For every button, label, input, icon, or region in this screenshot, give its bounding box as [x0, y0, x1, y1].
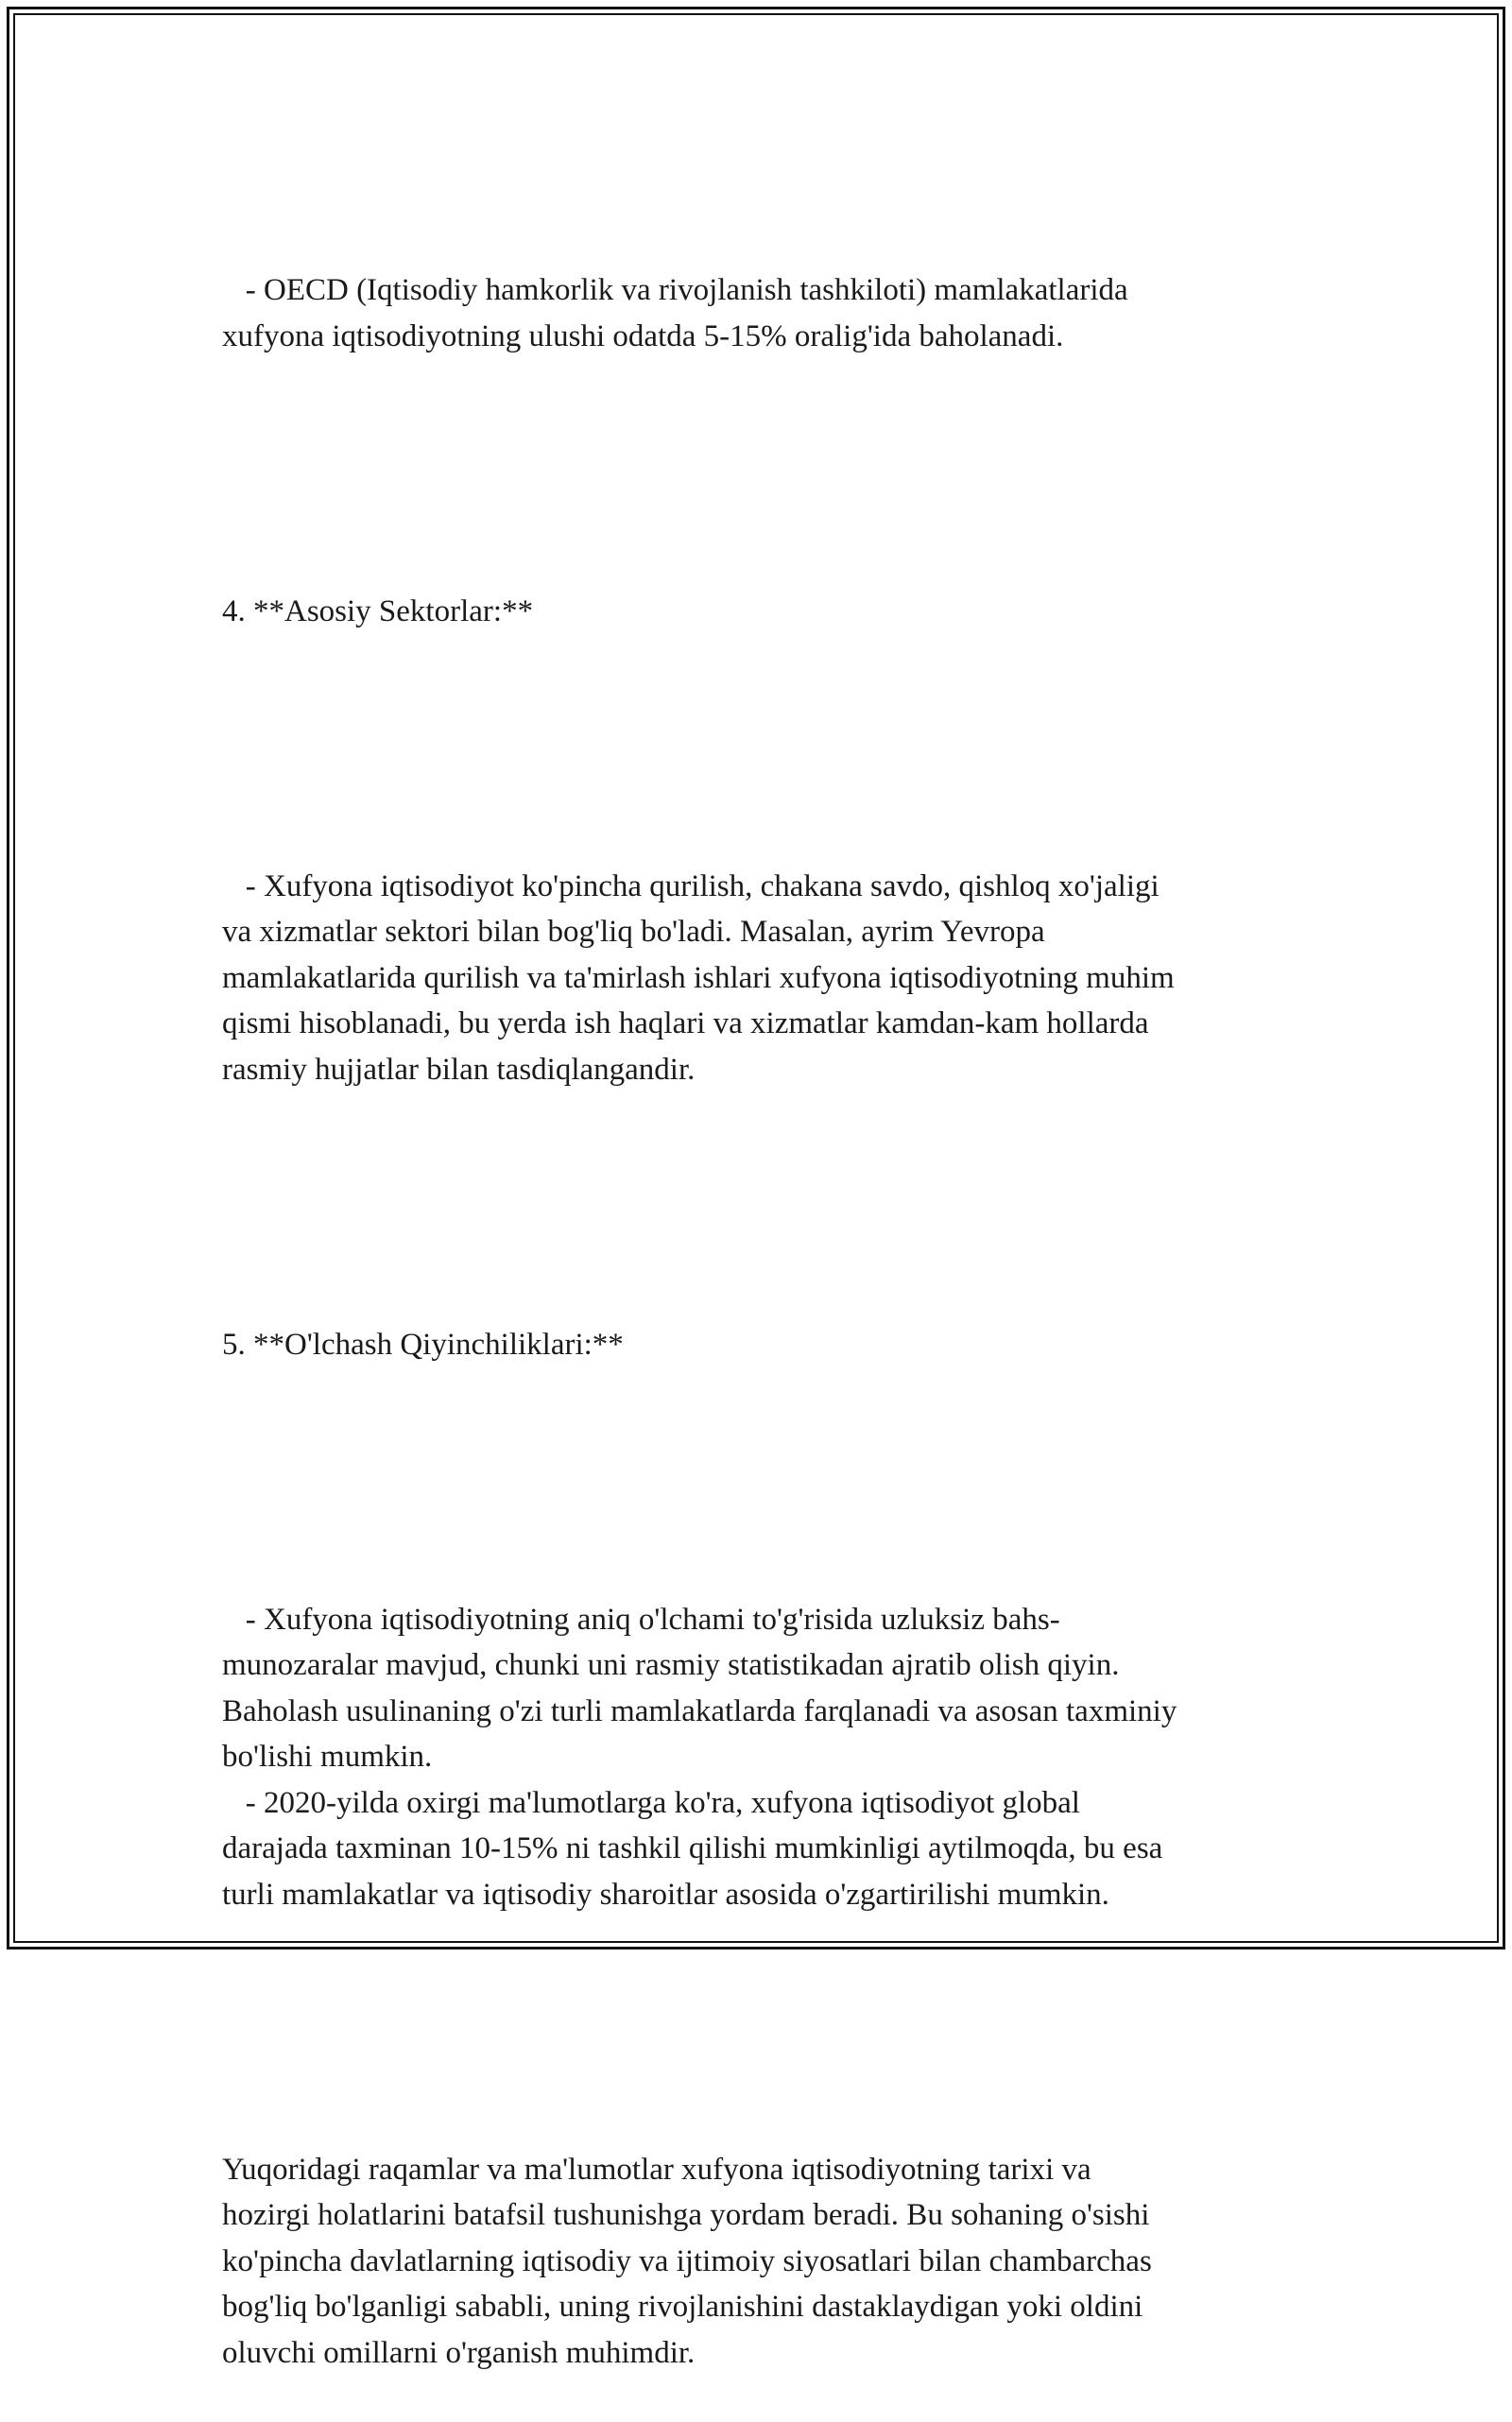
document-body — [222, 176, 1299, 2422]
paragraph-conclusion: Yuqoridagi raqamlar va ma'lumotlar xufyona iqtisodiyotning tarixi va hozirgi holatlarini batafsil tushunishga yordam beradi. Bu sohaning o'sishi ko'pincha davlatlarning iqtisodiy va ijtimoiy siyosatlari bilan chambarchas bog'liq bo'lganligi sababli, uning rivojlanishini dastaklaydigan yoki oldini oluvchi omillarni o'rganish muhimdir. — [222, 2152, 1152, 2370]
paragraph-measurement: - Xufyona iqtisodiyotning aniq o'lchami to'g'risida uzluksiz bahs- munozaralar mavjud, chunki uni rasmiy statistikadan ajratib olish qiyin. Baholash usulinaning o'zi turli mamlakatlarda farqlanadi va asosan taxminiy bo'lishi mumkin. - 2020-yilda oxirgi ma'lumotlarga ko'ra, xufyona iqtisodiyot global darajada taxminan 10-15% ni tashkil qilishi mumkinligi aytilmoqda, bu esa turli mamlakatlar va iqtisodiy sharoitlar asosida o'zgartirilishi mumkin. — [222, 1602, 1177, 1912]
section-heading-asosiy-sektorlar: 4. **Asosiy Sektorlar:** — [222, 593, 534, 628]
spacer — [222, 726, 1299, 772]
spacer — [222, 1459, 1299, 1505]
paragraph-oecd: - OECD (Iqtisodiy hamkorlik va rivojlanish tashkiloti) mamlakatlarida xufyona iqtisodiyotning ulushi odatda 5-15% oralig'ida baholanadi. — [222, 273, 1128, 353]
section-heading-olchash-qiyinchiliklari: 5. **O'lchash Qiyinchiliklari:** — [222, 1327, 624, 1362]
spacer — [222, 1184, 1299, 1230]
spacer — [222, 451, 1299, 497]
spacer — [222, 2009, 1299, 2055]
paragraph-sectors: - Xufyona iqtisodiyot ko'pincha qurilish, chakana savdo, qishloq xo'jaligi va xizmatlar sektori bilan bog'liq bo'ladi. Masalan, ayrim Yevropa mamlakatlarida qurilish va ta'mirlash ishlari xufyona iqtisodiyotning muhim qismi hisoblanadi, bu yerda ish haqlari va xizmatlar kamdan-kam hollarda rasmiy hujjatlar bilan tasdiqlangandir. — [222, 868, 1175, 1087]
